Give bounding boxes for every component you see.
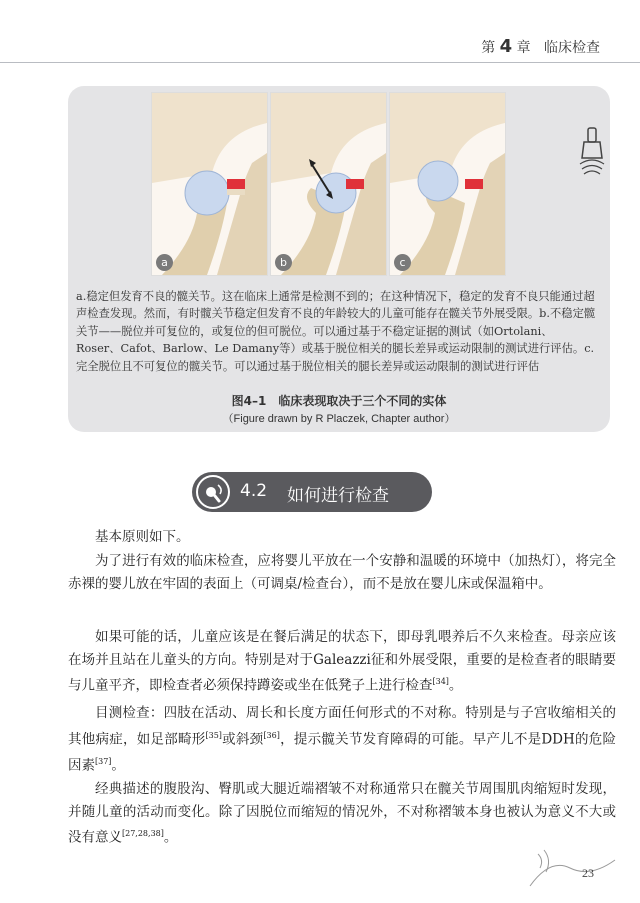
hip-illustration-b <box>271 93 386 275</box>
figure-caption-body: a.稳定但发育不良的髋关节。这在临床上通常是检测不到的；在这种情况下，稳定的发育不良只能通过超声检查发现。然而，有时髋关节稳定但发育不良的年龄较大的儿童可能存在髋关节外展受限。b.不稳定髋关节——脱位并可复位的，或复位的但可脱位。可以通过基于不稳定证据的测试（如Ortolani、Roser、Cafot、Barlow、Le Damany等）或基于脱位相关的腿长差异或运动限制的测试进行评估。c.完全脱位且不可复位的髋关节。可以通过基于脱位相关的腿长差异或运动限制的测试进行评估 <box>76 290 596 373</box>
panel-label-a: a <box>156 254 173 271</box>
footer-wave-decoration <box>520 848 630 888</box>
citation: [35] <box>205 730 222 740</box>
hip-illustration-a <box>152 93 267 275</box>
citation: [27,28,38] <box>122 829 164 838</box>
chapter-number: 4 <box>499 36 513 57</box>
panel-label-b: b <box>275 254 292 271</box>
paragraph-5-text: 经典描述的腹股沟、臀肌或大腿近端褶皱不对称通常只在髋关节周围肌肉缩短时发现，并随儿童的活动而变化。除了因脱位而缩短的情况外，不对称褶皱本身也被认为意义不大或没有意义 <box>68 781 616 846</box>
ultrasound-probe-icon <box>578 126 606 176</box>
section-title: 如何进行检查 <box>287 486 389 506</box>
paragraph-4-text: 目测检查：四肢在活动、周长和长度方面任何形式的不对称。特别是与子宫收缩相关的其他病症，如足部畸形 <box>68 705 616 747</box>
panel-label-c: c <box>394 254 411 271</box>
paragraph-3-text: 如果可能的话，儿童应该是在餐后满足的状态下，即母乳喂养后不久来检查。母亲应该在场并且站在儿童头的方向。特别是对于Galeazzi征和外展受限，重要的是检查者的眼睛要与儿童平齐，即检查者必须保持蹲姿或坐在低凳子上进行检查 <box>68 629 616 694</box>
paragraph-5-end: 。 <box>163 829 178 846</box>
paragraph-2: 为了进行有效的临床检查，应将婴儿平放在一个安静和温暖的环境中（加热灯），将完全赤裸的婴儿放在牢固的表面上（可调桌/检查台），而不是放在婴儿床或保温箱中。 <box>68 553 616 592</box>
hip-illustration-c <box>390 93 505 275</box>
paragraph-4-tail: ，提示髋关节发育障碍的可能。早产儿不是DDH的危险因素 <box>68 731 617 773</box>
page-number: 23 <box>582 866 594 880</box>
figure-panel-c <box>389 92 506 276</box>
citation: [36] <box>263 730 280 740</box>
paragraph-4-end: 。 <box>111 757 125 773</box>
paragraph-4 <box>68 702 616 777</box>
figure-panel-a <box>151 92 268 276</box>
citation: [34] <box>432 677 449 686</box>
figure-panel-b <box>270 92 387 276</box>
paragraph-4-mid: 或斜颈 <box>221 731 264 747</box>
paragraph-5 <box>68 778 616 849</box>
microphone-icon <box>196 475 230 509</box>
chapter-title: 临床检查 <box>544 40 600 56</box>
figure-credit: （Figure drawn by R Placzek, Chapter author） <box>222 413 456 425</box>
header-divider <box>0 62 640 63</box>
paragraph-3 <box>68 626 616 697</box>
section-number: 4.2 <box>240 481 268 501</box>
citation: [37] <box>95 756 112 766</box>
chapter-suffix: 章 <box>516 40 531 56</box>
figure-title: 图4–1 临床表现取决于三个不同的实体 <box>231 394 447 408</box>
chapter-header <box>481 36 600 57</box>
chapter-prefix: 第 <box>481 40 496 56</box>
paragraph-1: 基本原则如下。 <box>95 529 190 545</box>
paragraph-3-end: 。 <box>448 677 463 694</box>
